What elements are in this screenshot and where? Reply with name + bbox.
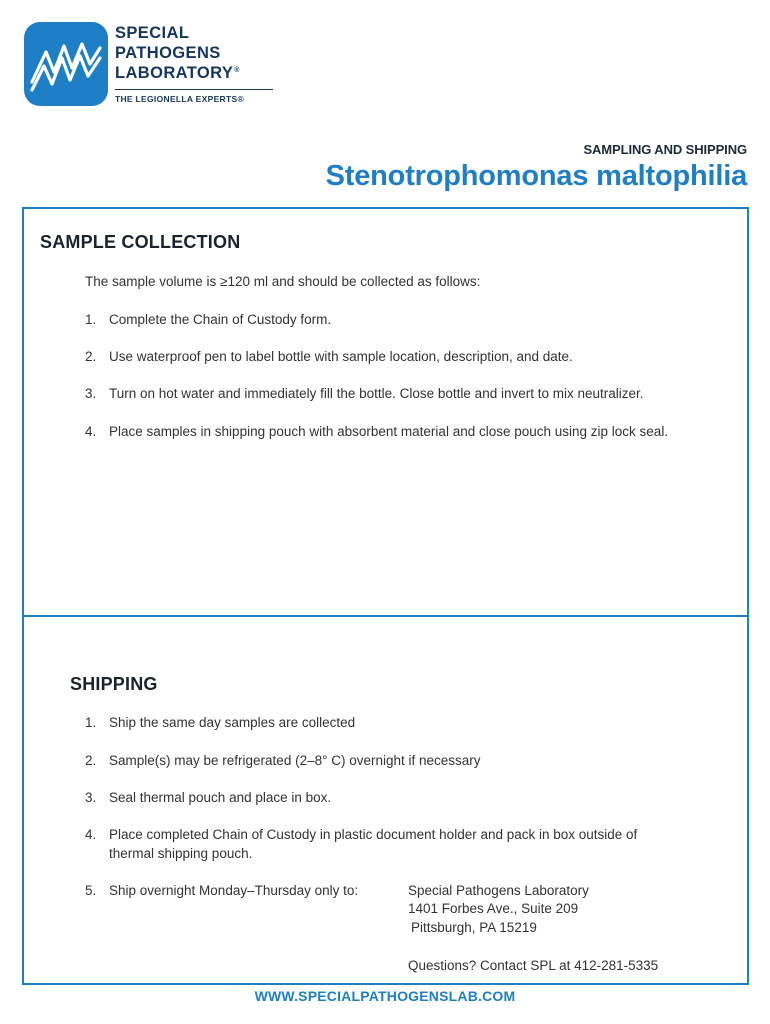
step-text: Seal thermal pouch and place in box. [109,790,332,805]
step-text: Place completed Chain of Custody in plastic document holder and pack in box outside of [109,827,638,842]
address-city: Pittsburgh, PA 15219 [411,920,537,935]
logo-tagline: THE LEGIONELLA EXPERTS® [115,94,245,104]
address-street: 1401 Forbes Ave., Suite 209 [408,901,579,916]
collection-step [85,423,668,441]
step-text: Sample(s) may be refrigerated (2–8° C) overnight if necessary [109,753,481,768]
step-number: 1. [85,312,97,327]
logo-rule [115,89,273,90]
step-number: 4. [85,424,97,439]
step-number: 4. [85,827,97,842]
step-number: 2. [85,753,97,768]
address-name: Special Pathogens Laboratory [408,883,589,898]
sample-collection-heading: SAMPLE COLLECTION [40,232,241,252]
step-number: 1. [85,715,97,730]
collection-step [85,385,644,403]
logo-line-3 [115,63,240,83]
step-text: Complete the Chain of Custody form. [109,312,332,327]
contact-line: Questions? Contact SPL at 412-281-5335 [408,958,659,973]
shipping-step [85,826,637,844]
collection-step [85,311,331,329]
shipping-step [85,789,331,807]
step-text: Use waterproof pen to label bottle with sample location, description, and date. [109,349,573,364]
section-divider [22,615,749,617]
collection-intro: The sample volume is ≥120 ml and should be collected as follows: [85,274,481,289]
page-title: Stenotrophomonas maltophilia [325,160,747,192]
logo-line-2: PATHOGENS [115,44,221,62]
logo-line-1: SPECIAL [115,24,190,42]
collection-step [85,348,573,366]
company-logo [24,22,264,112]
page-kicker: SAMPLING AND SHIPPING [583,142,747,157]
logo-line-3-text: LABORATORY [115,64,234,82]
step-text: Ship the same day samples are collected [109,715,356,730]
shipping-step [85,882,358,900]
step-number: 5. [85,883,97,898]
step-text: Place samples in shipping pouch with absorbent material and close pouch using zip lock seal. [109,424,669,439]
wave-logo-icon [24,22,108,106]
step-text: Ship overnight Monday–Thursday only to: [109,883,359,898]
step-text: Turn on hot water and immediately fill the bottle. Close bottle and invert to mix neutralizer. [109,386,644,401]
step-number: 2. [85,349,97,364]
step-number: 3. [85,790,97,805]
shipping-step-continuation: thermal shipping pouch. [109,846,253,861]
step-number: 3. [85,386,97,401]
shipping-step [85,752,481,770]
logo-wordmark [115,23,240,83]
shipping-step [85,714,355,732]
registered-mark: ® [234,67,240,74]
shipping-heading: SHIPPING [70,674,158,694]
website-link[interactable]: WWW.SPECIALPATHOGENSLAB.COM [254,988,516,1004]
